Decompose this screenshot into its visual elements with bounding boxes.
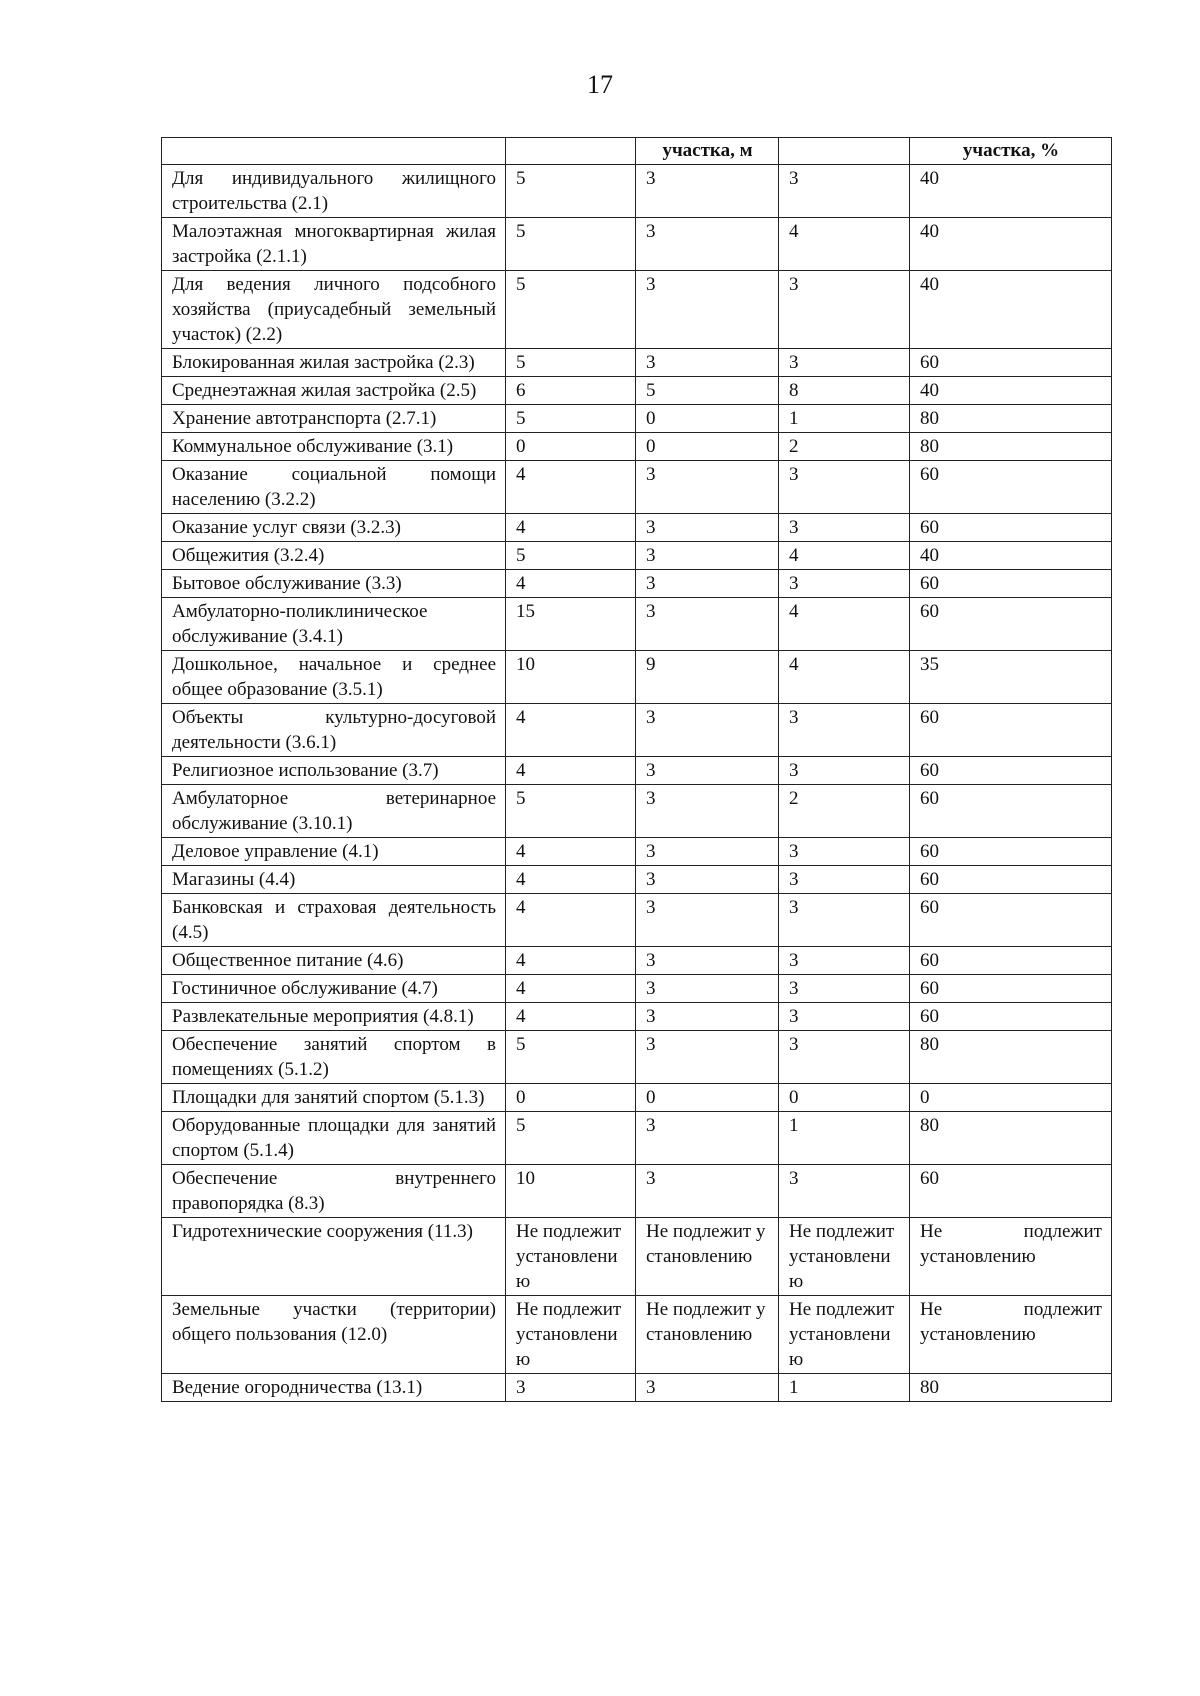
value-cell: 3 — [779, 866, 910, 894]
value-cell: 60 — [910, 757, 1112, 785]
value-cell: 60 — [910, 704, 1112, 757]
land-use-name-cell: Амбулаторно-поликлиническое обслуживание (3.4.1) — [162, 598, 506, 651]
header-cell: участка, м — [636, 138, 779, 165]
value-cell: 4 — [506, 866, 636, 894]
value-cell: 3 — [636, 218, 779, 271]
table-row — [162, 1218, 1112, 1296]
table-row — [162, 1296, 1112, 1374]
land-use-name-cell: Блокированная жилая застройка (2.3) — [162, 349, 506, 377]
value-cell: 3 — [636, 1031, 779, 1084]
table-row — [162, 1374, 1112, 1402]
value-cell: 60 — [910, 349, 1112, 377]
value-cell: 0 — [636, 1084, 779, 1112]
land-use-name-cell: Объекты культурно-досуговой деятельности (3.6.1) — [162, 704, 506, 757]
value-cell: 5 — [506, 785, 636, 838]
table-row — [162, 349, 1112, 377]
land-use-name-cell: Оказание услуг связи (3.2.3) — [162, 514, 506, 542]
value-cell: 4 — [506, 461, 636, 514]
value-cell: 80 — [910, 1112, 1112, 1165]
value-cell: 0 — [636, 405, 779, 433]
value-cell: 60 — [910, 785, 1112, 838]
value-cell: 1 — [779, 1112, 910, 1165]
table-row — [162, 1112, 1112, 1165]
table-row — [162, 377, 1112, 405]
value-cell: 60 — [910, 838, 1112, 866]
value-cell: 10 — [506, 1165, 636, 1218]
table-row — [162, 405, 1112, 433]
value-cell: 40 — [910, 542, 1112, 570]
value-cell: 40 — [910, 271, 1112, 349]
value-cell: 3 — [779, 757, 910, 785]
table-row — [162, 894, 1112, 947]
value-cell: 3 — [779, 349, 910, 377]
table-header-row — [162, 138, 1112, 165]
header-cell: участка, % — [910, 138, 1112, 165]
land-use-name-cell: Малоэтажная многоквартирная жилая застройка (2.1.1) — [162, 218, 506, 271]
value-cell: 1 — [779, 405, 910, 433]
value-cell: 3 — [779, 1165, 910, 1218]
table-row — [162, 651, 1112, 704]
value-cell: 3 — [636, 947, 779, 975]
value-cell: 5 — [506, 349, 636, 377]
table-row — [162, 433, 1112, 461]
value-cell: 0 — [910, 1084, 1112, 1112]
value-cell: 60 — [910, 866, 1112, 894]
land-use-name-cell: Для индивидуального жилищного строительства (2.1) — [162, 165, 506, 218]
value-cell: 8 — [779, 377, 910, 405]
value-cell: 80 — [910, 433, 1112, 461]
value-cell: 0 — [506, 433, 636, 461]
land-use-parameters-table — [161, 137, 1112, 1402]
value-cell: 3 — [779, 894, 910, 947]
land-use-name-cell: Общежития (3.2.4) — [162, 542, 506, 570]
table-row — [162, 947, 1112, 975]
value-cell: 3 — [636, 514, 779, 542]
value-cell: 2 — [779, 785, 910, 838]
value-cell: Не подлежит установлению — [636, 1218, 779, 1296]
value-cell: 60 — [910, 570, 1112, 598]
value-cell: 3 — [506, 1374, 636, 1402]
value-cell: 3 — [636, 1112, 779, 1165]
value-cell: 60 — [910, 975, 1112, 1003]
value-cell: 60 — [910, 598, 1112, 651]
value-cell: 3 — [636, 757, 779, 785]
value-cell: 3 — [636, 1165, 779, 1218]
value-cell: 3 — [636, 542, 779, 570]
value-cell: 3 — [779, 1003, 910, 1031]
table-row — [162, 838, 1112, 866]
value-cell: 35 — [910, 651, 1112, 704]
value-cell: 3 — [779, 570, 910, 598]
land-use-name-cell: Обеспечение внутреннего правопорядка (8.3) — [162, 1165, 506, 1218]
value-cell: 4 — [506, 975, 636, 1003]
value-cell: 60 — [910, 514, 1112, 542]
value-cell: 9 — [636, 651, 779, 704]
land-use-name-cell: Магазины (4.4) — [162, 866, 506, 894]
value-cell: 3 — [636, 570, 779, 598]
value-cell: 4 — [506, 947, 636, 975]
value-cell: 4 — [506, 570, 636, 598]
table-row — [162, 1003, 1112, 1031]
value-cell: 4 — [506, 757, 636, 785]
value-cell: 5 — [506, 271, 636, 349]
land-use-name-cell: Оборудованные площадки для занятий спортом (5.1.4) — [162, 1112, 506, 1165]
value-cell: 4 — [779, 542, 910, 570]
value-cell: 3 — [779, 165, 910, 218]
value-cell: Не подлежит установлению — [779, 1218, 910, 1296]
value-cell: 40 — [910, 218, 1112, 271]
table-row — [162, 975, 1112, 1003]
value-cell: 4 — [506, 704, 636, 757]
value-cell: 5 — [506, 165, 636, 218]
land-use-name-cell: Бытовое обслуживание (3.3) — [162, 570, 506, 598]
table-row — [162, 165, 1112, 218]
value-cell: 3 — [636, 704, 779, 757]
value-cell: 3 — [636, 894, 779, 947]
value-cell: 3 — [636, 1374, 779, 1402]
value-cell: 4 — [506, 1003, 636, 1031]
value-cell: Не подлежит установлению — [779, 1296, 910, 1374]
land-use-name-cell: Банковская и страховая деятельность (4.5) — [162, 894, 506, 947]
table-row — [162, 1031, 1112, 1084]
land-use-name-cell: Для ведения личного подсобного хозяйства (приусадебный земельный участок) (2.2) — [162, 271, 506, 349]
value-cell: 5 — [636, 377, 779, 405]
value-cell: Не подлежит установлению — [910, 1296, 1112, 1374]
value-cell: 3 — [636, 271, 779, 349]
value-cell: 3 — [779, 514, 910, 542]
value-cell: 3 — [779, 704, 910, 757]
value-cell: 2 — [779, 433, 910, 461]
value-cell: 80 — [910, 1374, 1112, 1402]
page-number: 17 — [587, 70, 613, 99]
land-use-name-cell: Коммунальное обслуживание (3.1) — [162, 433, 506, 461]
value-cell: 60 — [910, 1003, 1112, 1031]
table-row — [162, 1084, 1112, 1112]
value-cell: 3 — [636, 975, 779, 1003]
table-row — [162, 570, 1112, 598]
table-row — [162, 704, 1112, 757]
value-cell: 3 — [779, 461, 910, 514]
value-cell: 5 — [506, 1112, 636, 1165]
value-cell: 5 — [506, 1031, 636, 1084]
value-cell: 3 — [636, 165, 779, 218]
land-use-name-cell: Амбулаторное ветеринарное обслуживание (3.10.1) — [162, 785, 506, 838]
value-cell: 60 — [910, 894, 1112, 947]
value-cell: 0 — [779, 1084, 910, 1112]
header-cell — [779, 138, 910, 165]
value-cell: 10 — [506, 651, 636, 704]
value-cell: 4 — [506, 514, 636, 542]
value-cell: 3 — [636, 461, 779, 514]
value-cell: 3 — [779, 1031, 910, 1084]
land-use-name-cell: Гидротехнические сооружения (11.3) — [162, 1218, 506, 1296]
table-row — [162, 598, 1112, 651]
land-use-name-cell: Религиозное использование (3.7) — [162, 757, 506, 785]
land-use-name-cell: Дошкольное, начальное и среднее общее образование (3.5.1) — [162, 651, 506, 704]
value-cell: 5 — [506, 405, 636, 433]
land-use-name-cell: Общественное питание (4.6) — [162, 947, 506, 975]
land-use-name-cell: Среднеэтажная жилая застройка (2.5) — [162, 377, 506, 405]
value-cell: 80 — [910, 1031, 1112, 1084]
value-cell: Не подлежит установлению — [506, 1296, 636, 1374]
value-cell: 3 — [636, 349, 779, 377]
value-cell: 3 — [779, 838, 910, 866]
value-cell: 6 — [506, 377, 636, 405]
land-use-name-cell: Земельные участки (территории) общего пользования (12.0) — [162, 1296, 506, 1374]
value-cell: 0 — [506, 1084, 636, 1112]
value-cell: 4 — [779, 598, 910, 651]
table-row — [162, 514, 1112, 542]
value-cell: 3 — [636, 785, 779, 838]
header-cell — [506, 138, 636, 165]
header-cell — [162, 138, 506, 165]
table-row — [162, 542, 1112, 570]
table-row — [162, 218, 1112, 271]
land-use-name-cell: Развлекательные мероприятия (4.8.1) — [162, 1003, 506, 1031]
value-cell: 60 — [910, 461, 1112, 514]
value-cell: 3 — [779, 271, 910, 349]
value-cell: Не подлежит установлению — [506, 1218, 636, 1296]
table-row — [162, 1165, 1112, 1218]
table-row — [162, 866, 1112, 894]
value-cell: 15 — [506, 598, 636, 651]
value-cell: 1 — [779, 1374, 910, 1402]
value-cell: Не подлежит установлению — [636, 1296, 779, 1374]
table-row — [162, 757, 1112, 785]
land-use-name-cell: Деловое управление (4.1) — [162, 838, 506, 866]
value-cell: 3 — [636, 838, 779, 866]
value-cell: 4 — [779, 651, 910, 704]
value-cell: 5 — [506, 542, 636, 570]
land-use-name-cell: Ведение огородничества (13.1) — [162, 1374, 506, 1402]
value-cell: 40 — [910, 377, 1112, 405]
table-row — [162, 271, 1112, 349]
value-cell: 0 — [636, 433, 779, 461]
value-cell: 80 — [910, 405, 1112, 433]
value-cell: 5 — [506, 218, 636, 271]
value-cell: 3 — [636, 866, 779, 894]
value-cell: 3 — [636, 1003, 779, 1031]
table-row — [162, 785, 1112, 838]
value-cell: 3 — [779, 947, 910, 975]
table-row — [162, 461, 1112, 514]
land-use-name-cell: Обеспечение занятий спортом в помещениях (5.1.2) — [162, 1031, 506, 1084]
value-cell: 40 — [910, 165, 1112, 218]
value-cell: 4 — [506, 838, 636, 866]
land-use-name-cell: Хранение автотранспорта (2.7.1) — [162, 405, 506, 433]
table-body — [162, 165, 1112, 1402]
value-cell: 4 — [779, 218, 910, 271]
land-use-name-cell: Оказание социальной помощи населению (3.2.2) — [162, 461, 506, 514]
value-cell: Не подлежит установлению — [910, 1218, 1112, 1296]
value-cell: 3 — [636, 598, 779, 651]
value-cell: 4 — [506, 894, 636, 947]
value-cell: 3 — [779, 975, 910, 1003]
value-cell: 60 — [910, 1165, 1112, 1218]
land-use-name-cell: Гостиничное обслуживание (4.7) — [162, 975, 506, 1003]
land-use-name-cell: Площадки для занятий спортом (5.1.3) — [162, 1084, 506, 1112]
value-cell: 60 — [910, 947, 1112, 975]
